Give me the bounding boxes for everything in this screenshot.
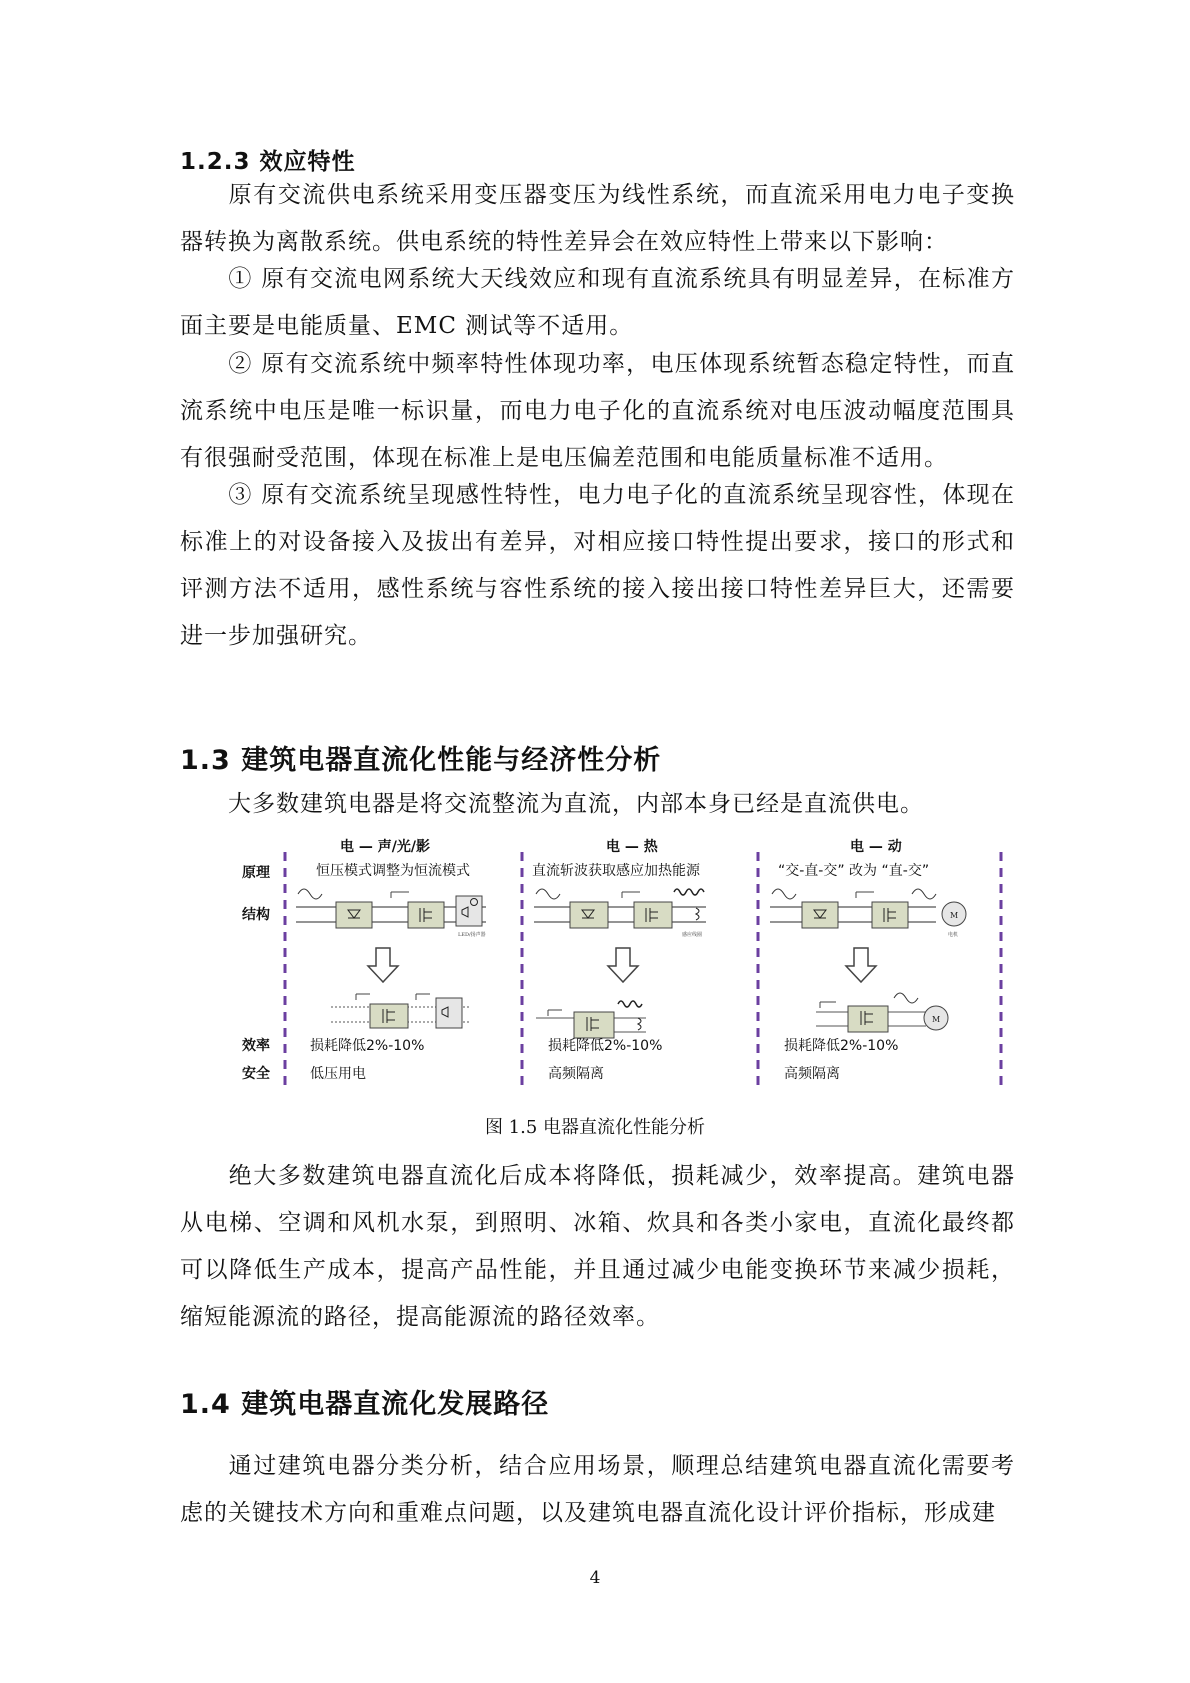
column-2-efficiency: 损耗降低2%-10% — [548, 1038, 663, 1054]
paragraph-1-4-body — [180, 1443, 1015, 1537]
paragraph-intro-text: 原有交流供电系统采用变压器变压为线性系统，而直流采用电力电子变换器转换为离散系统。供电系统的特性差异会在效应特性上带来以下影响： — [180, 182, 1015, 255]
column-3-principle: “交-直-交” 改为 “直-交” — [778, 863, 930, 879]
svg-text:电机: 电机 — [948, 932, 959, 938]
column-3-diagram — [770, 889, 966, 1032]
svg-text:M: M — [932, 1015, 941, 1024]
paragraph-intro — [180, 172, 1015, 266]
paragraph-item-3 — [180, 472, 1015, 660]
column-3-efficiency: 损耗降低2%-10% — [784, 1038, 899, 1054]
column-2-safety: 高频隔离 — [548, 1066, 604, 1082]
section-heading-1-3: 1.3 建筑电器直流化性能与经济性分析 — [180, 745, 662, 776]
section-heading-1-2-3: 1.2.3 效应特性 — [180, 149, 356, 175]
column-2-diagram — [534, 889, 706, 1038]
figure-dc-performance — [236, 832, 1016, 1094]
column-1-principle: 恒压模式调整为恒流模式 — [316, 863, 470, 879]
figure-caption: 图 1.5 电器直流化性能分析 — [484, 1117, 706, 1138]
column-2-title: 电 — 热 — [606, 839, 658, 855]
svg-text:LED/扬声器: LED/扬声器 — [458, 932, 486, 938]
column-3-title: 电 — 动 — [850, 839, 902, 855]
column-3-safety: 高频隔离 — [784, 1066, 840, 1082]
column-2-principle: 直流斩波获取感应加热能源 — [532, 863, 700, 879]
paragraph-1-3-body-text: 绝大多数建筑电器直流化后成本将降低，损耗减少，效率提高。建筑电器从电梯、空调和风机水泵，到照明、冰箱、炊具和各类小家电，直流化最终都可以降低生产成本，提高产品性能，并且通过减少电能变换环节来减少损耗，缩短能源流的路径，提高能源流的路径效率。 — [180, 1163, 1015, 1330]
paragraph-item-1-text: ① 原有交流电网系统大天线效应和现有直流系统具有明显差异，在标准方面主要是电能质量、EMC 测试等不适用。 — [180, 266, 1015, 339]
row-label-efficiency: 效率 — [242, 1038, 270, 1054]
paragraph-1-3-intro-text: 大多数建筑电器是将交流整流为直流，内部本身已经是直流供电。 — [228, 791, 924, 817]
column-1-diagram — [296, 889, 486, 1028]
paragraph-1-3-body — [180, 1153, 1015, 1341]
paragraph-item-2-text: ② 原有交流系统中频率特性体现功率，电压体现系统暂态稳定特性，而直流系统中电压是唯一标识量，而电力电子化的直流系统对电压波动幅度范围具有很强耐受范围，体现在标准上是电压偏差范围和电能质量标准不适用。 — [180, 351, 1015, 471]
paragraph-item-3-text: ③ 原有交流系统呈现感性特性，电力电子化的直流系统呈现容性，体现在标准上的对设备接入及拔出有差异，对相应接口特性提出要求，接口的形式和评测方法不适用，感性系统与容性系统的接入接出接口特性差异巨大，还需要进一步加强研究。 — [180, 482, 1015, 649]
column-1-safety: 低压用电 — [310, 1066, 366, 1082]
row-label-safety: 安全 — [242, 1066, 270, 1082]
row-label-structure: 结构 — [242, 907, 270, 923]
paragraph-1-4-body-text: 通过建筑电器分类分析，结合应用场景，顺理总结建筑电器直流化需要考虑的关键技术方向和重难点问题，以及建筑电器直流化设计评价指标，形成建 — [180, 1453, 1015, 1526]
page-number: 4 — [589, 1568, 601, 1588]
row-label-principle: 原理 — [242, 865, 270, 881]
section-heading-1-4: 1.4 建筑电器直流化发展路径 — [180, 1389, 550, 1420]
paragraph-item-1 — [180, 256, 1015, 350]
column-1-title: 电 — 声/光/影 — [340, 839, 430, 855]
paragraph-1-3-intro — [180, 781, 1015, 828]
column-1-efficiency: 损耗降低2%-10% — [310, 1038, 425, 1054]
paragraph-item-2 — [180, 341, 1015, 482]
svg-text:M: M — [950, 911, 959, 920]
svg-text:感应线圈: 感应线圈 — [682, 932, 703, 938]
